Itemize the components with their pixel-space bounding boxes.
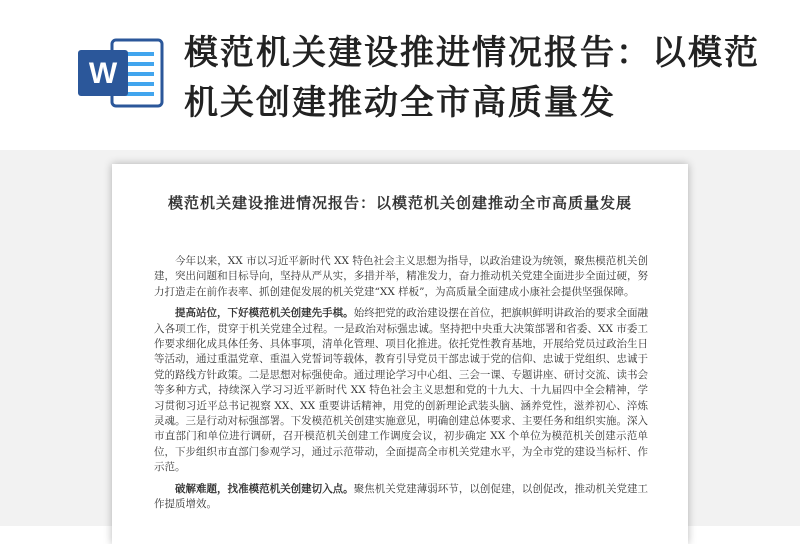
document-heading: 模范机关建设推进情况报告：以模范机关创建推动全市高质量发 [184,33,760,123]
paragraph-lead: 提高站位，下好模范机关创建先手棋。 [175,307,354,320]
header [0,0,800,150]
page-title: 模范机关建设推进情况报告：以模范机关创建推动全市高质量发展 [167,194,632,212]
paragraph-text: 今年以来，XX 市以习近平新时代 XX 特色社会主义思想为指导，以政治建设为统领，聚焦模范机关创建，突出问题和目标导向，坚持从严从实，多措并举，精准发力，奋力推动机关党建全面进步全面过硬，努力打造走在前作表率、抓创建促发展的机关党建“XX 样板”，为高质量全面建成小康社会提供坚强保障。 [154,255,648,298]
paragraph-text: 聚焦机关党建薄弱环节，以创促建，以创促改，推动机关党建工作提质增效。 [154,482,649,511]
word-icon-letter: W [88,57,118,90]
paragraph-lead: 破解难题，找准模范机关创建切入点。 [175,482,354,495]
word-document-icon [76,32,166,112]
paragraph [154,482,648,513]
document-body [154,254,648,519]
paragraph [154,254,648,300]
paragraph [154,306,648,475]
document-page [112,164,688,544]
paragraph-text: 始终把党的政治建设摆在首位，把旗帜鲜明讲政治的要求全面融入各项工作，贯穿于机关党建全过程。一是政治对标强忠诚。坚持把中央重大决策部署和省委、XX 市委工作要求细化成具体任务、具体事项，清单化管理、项目化推进。依托党性教育基地，开展给党员过政治生日等活动，通过重温党章、重温入党誓词等载体，教育引导党员干部忠诚于党的信仰、忠诚于党组织、忠诚于党的路线方针政策。二是思想对标强使命。通过理论学习中心组、三会一课、专题讲座、研讨交流、读书会等多种方式，持续深入学习习近平新时代 XX 特色社会主义思想和党的十九大、十九届四中全会精神，学习贯彻习近平总书记视察 XX、XX 重要讲话精神，用党的创新理论武装头脑、涵养党性，滋养初心、淬炼灵魂。三是行动对标强部署。下发模范机关创建实施意见，明确创建总体要求、主要任务和组织实施。深入市直部门和单位进行调研，召开模范机关创建工作调度会议，初步确定 XX 个单位为模范机关创建示范单位，下步组织市直部门参观学习，通过示范带动，全面提高全市机关党建水平，为全市党的建设当标杆、作示范。 [154,307,649,474]
